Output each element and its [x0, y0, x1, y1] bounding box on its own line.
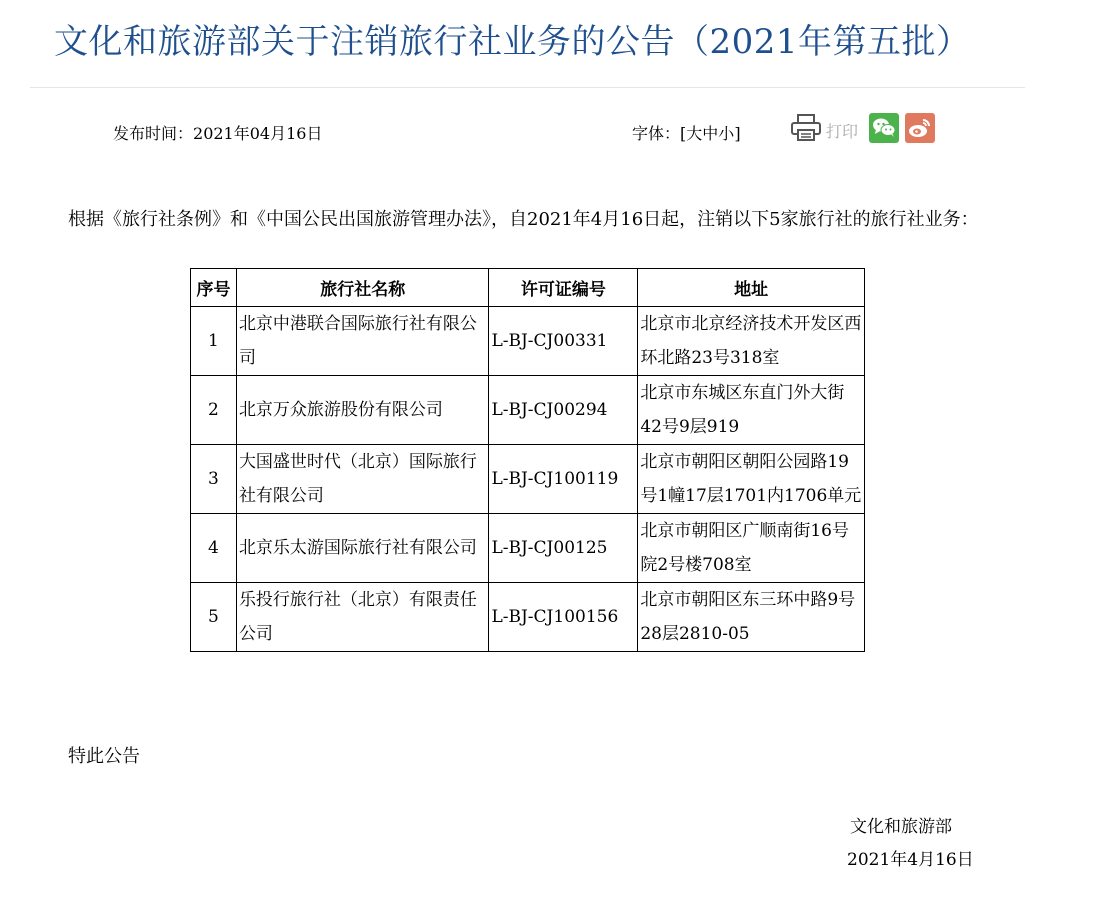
publish-info — [113, 121, 322, 144]
cell-index: 5 — [191, 583, 237, 652]
bracket-close: ] — [734, 124, 741, 143]
bracket-open: [ — [680, 124, 687, 143]
publish-date: 2021年04月16日 — [193, 124, 323, 143]
notice-paragraph: 根据《旅行社条例》和《中国公民出国旅游管理办法》，自2021年4月16日起，注销以下5家旅行社的旅行社业务： — [68, 209, 979, 230]
cell-agency-name: 大国盛世时代（北京）国际旅行社有限公司 — [236, 445, 489, 514]
cell-index: 2 — [191, 376, 237, 445]
cell-license-no: L-BJ-CJ00125 — [489, 514, 638, 583]
font-size-small-link[interactable]: 小 — [718, 124, 735, 143]
table-row — [191, 376, 865, 445]
cell-index: 4 — [191, 514, 237, 583]
closing-text: 特此公告 — [68, 746, 140, 767]
cell-address: 北京市朝阳区广顺南街16号院2号楼708室 — [638, 514, 865, 583]
font-size-selector — [632, 121, 741, 144]
font-size-large-link[interactable]: 大 — [686, 124, 703, 143]
cell-address: 北京市朝阳区东三环中路9号28层2810-05 — [638, 583, 865, 652]
wechat-share-button[interactable] — [869, 113, 899, 143]
cell-license-no: L-BJ-CJ00331 — [489, 307, 638, 376]
cell-license-no: L-BJ-CJ00294 — [489, 376, 638, 445]
weibo-icon — [905, 128, 935, 147]
table-row — [191, 514, 865, 583]
table-row — [191, 307, 865, 376]
printer-icon — [790, 113, 822, 147]
cell-address: 北京市朝阳区朝阳公园路19号1幢17层1701内1706单元 — [638, 445, 865, 514]
signature-org: 文化和旅游部 — [850, 817, 952, 837]
table-header-row — [191, 269, 865, 307]
cell-agency-name: 乐投行旅行社（北京）有限责任公司 — [236, 583, 489, 652]
page-title: 文化和旅游部关于注销旅行社业务的公告（2021年第五批） — [54, 22, 971, 62]
print-button[interactable] — [790, 113, 858, 147]
publish-label: 发布时间： — [113, 124, 194, 143]
font-size-medium-link[interactable]: 中 — [702, 124, 719, 143]
header-license-no: 许可证编号 — [489, 269, 638, 307]
cell-agency-name: 北京万众旅游股份有限公司 — [236, 376, 489, 445]
cell-address: 北京市东城区东直门外大街42号9层919 — [638, 376, 865, 445]
title-divider — [30, 87, 1025, 88]
font-label: 字体： — [632, 124, 681, 143]
weibo-share-button[interactable] — [905, 113, 935, 143]
cell-agency-name: 北京乐太游国际旅行社有限公司 — [236, 514, 489, 583]
cell-agency-name: 北京中港联合国际旅行社有限公司 — [236, 307, 489, 376]
table-row — [191, 583, 865, 652]
header-agency-name: 旅行社名称 — [236, 269, 489, 307]
cell-license-no: L-BJ-CJ100119 — [489, 445, 638, 514]
wechat-icon — [869, 128, 899, 147]
header-address: 地址 — [638, 269, 865, 307]
print-label: 打印 — [826, 121, 859, 141]
cell-address: 北京市北京经济技术开发区西环北路23号318室 — [638, 307, 865, 376]
cell-index: 3 — [191, 445, 237, 514]
header-index: 序号 — [191, 269, 237, 307]
signature-date: 2021年4月16日 — [847, 850, 974, 870]
cell-index: 1 — [191, 307, 237, 376]
revoked-agencies-table — [190, 268, 865, 652]
table-row — [191, 445, 865, 514]
cell-license-no: L-BJ-CJ100156 — [489, 583, 638, 652]
